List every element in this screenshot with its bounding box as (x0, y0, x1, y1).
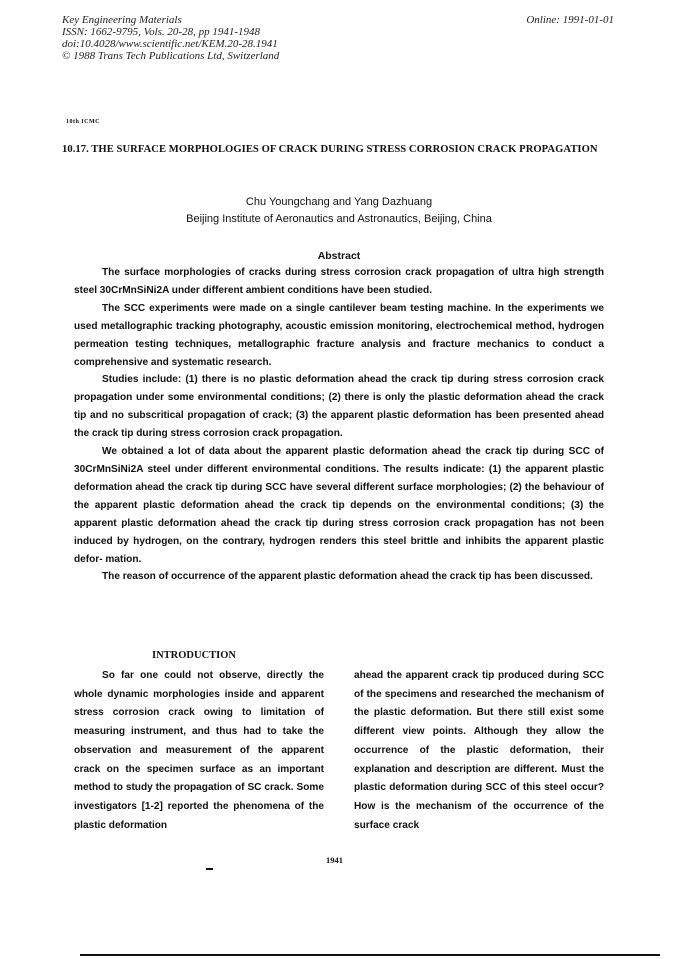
authors: Chu Youngchang and Yang Dazhuang (245, 196, 433, 208)
copyright-line: © 1988 Trans Tech Publications Ltd, Switzerland (62, 50, 280, 62)
paper-title: 10.17. THE SURFACE MORPHOLOGIES OF CRACK DURING STRESS CORROSION CRACK PROPAGATION (62, 144, 598, 155)
abstract-paragraph: The reason of occurrence of the apparent plastic deformation ahead the crack tip has been discussed. (102, 571, 593, 583)
introduction-left-text: So far one could not observe, directly the whole dynamic morphologies inside and apparent stress corrosion crack owing to limitation of measuring instrument, and thus had to take the observation and measurement of the apparent crack on the specimen surface as an important method to study the propagation of SC crack. Some investigators [1-2] reported the phenomena of the plastic deformation (74, 670, 324, 831)
conference-tag: 10th ICMC (66, 119, 100, 125)
introduction-heading: INTRODUCTION (152, 650, 237, 661)
affiliation: Beijing Institute of Aeronautics and Astronautics, Beijing, China (186, 213, 492, 225)
page-number: 1941 (326, 855, 343, 865)
introduction-right-text: ahead the apparent crack tip produced during SCC of the specimens and researched the mechanism of the plastic deformation. But there still exist some different view points. Although they allow the occurrence of the plastic deformation, their explanation and description are different. Must the plastic deformation during SCC of this steel occur? How is the mechanism of the occurrence of the surface crack (354, 670, 604, 831)
online-date: Online: 1991-01-01 (526, 14, 614, 26)
abstract-paragraph: We obtained a lot of data about the apparent plastic deformation ahead the crack tip during SCC of 30CrMnSiNi2A steel under different environmental conditions. The results indicate: (1) the apparent plastic deformation ahead the crack tip during SCC have several different surface morphologies; (2) the behaviour of the apparent plastic deformation ahead the crack tip depends on the environmental conditions; (3) the apparent plastic deformation ahead the crack tip during stress corrosion crack propagation has not been induced by hydrogen, on the contrary, hydrogen renders this steel brittle and inhibits the apparent plastic defor- mation. (74, 446, 604, 565)
abstract-heading: Abstract (317, 250, 361, 262)
abstract-paragraph: Studies include: (1) there is no plastic deformation ahead the crack tip during stress corrosion crack propagation under some environmental conditions; (2) there is only the plastic deformation ahead the crack tip and no subscritical propagation of crack; (3) the apparent plastic deformation has been presented ahead the crack tip during stress corrosion crack propagation. (74, 374, 604, 440)
scan-mark (206, 868, 213, 870)
journal-name: Key Engineering Materials (62, 14, 182, 26)
doi-line: doi:10.4028/www.scientific.net/KEM.20-28.1941 (62, 38, 278, 50)
introduction-left-column (74, 667, 324, 835)
abstract-paragraph: The SCC experiments were made on a single cantilever beam testing machine. In the experiments we used metallographic tracking photography, acoustic emission monitoring, electrochemical method, hydrogen permeation testing techniques, metallographic fracture analysis and fracture mechanics to conduct a comprehensive and systematic research. (74, 302, 604, 368)
abstract-paragraph: The surface morphologies of cracks during stress corrosion crack propagation of ultra high strength steel 30CrMnSiNi2A under different ambient conditions have been studied. (74, 267, 604, 296)
journal-metadata (62, 14, 279, 62)
abstract-body (74, 264, 604, 586)
issn-line: ISSN: 1662-9795, Vols. 20-28, pp 1941-1948 (62, 26, 260, 38)
bottom-rule (80, 954, 660, 956)
introduction-right-column (354, 667, 604, 835)
